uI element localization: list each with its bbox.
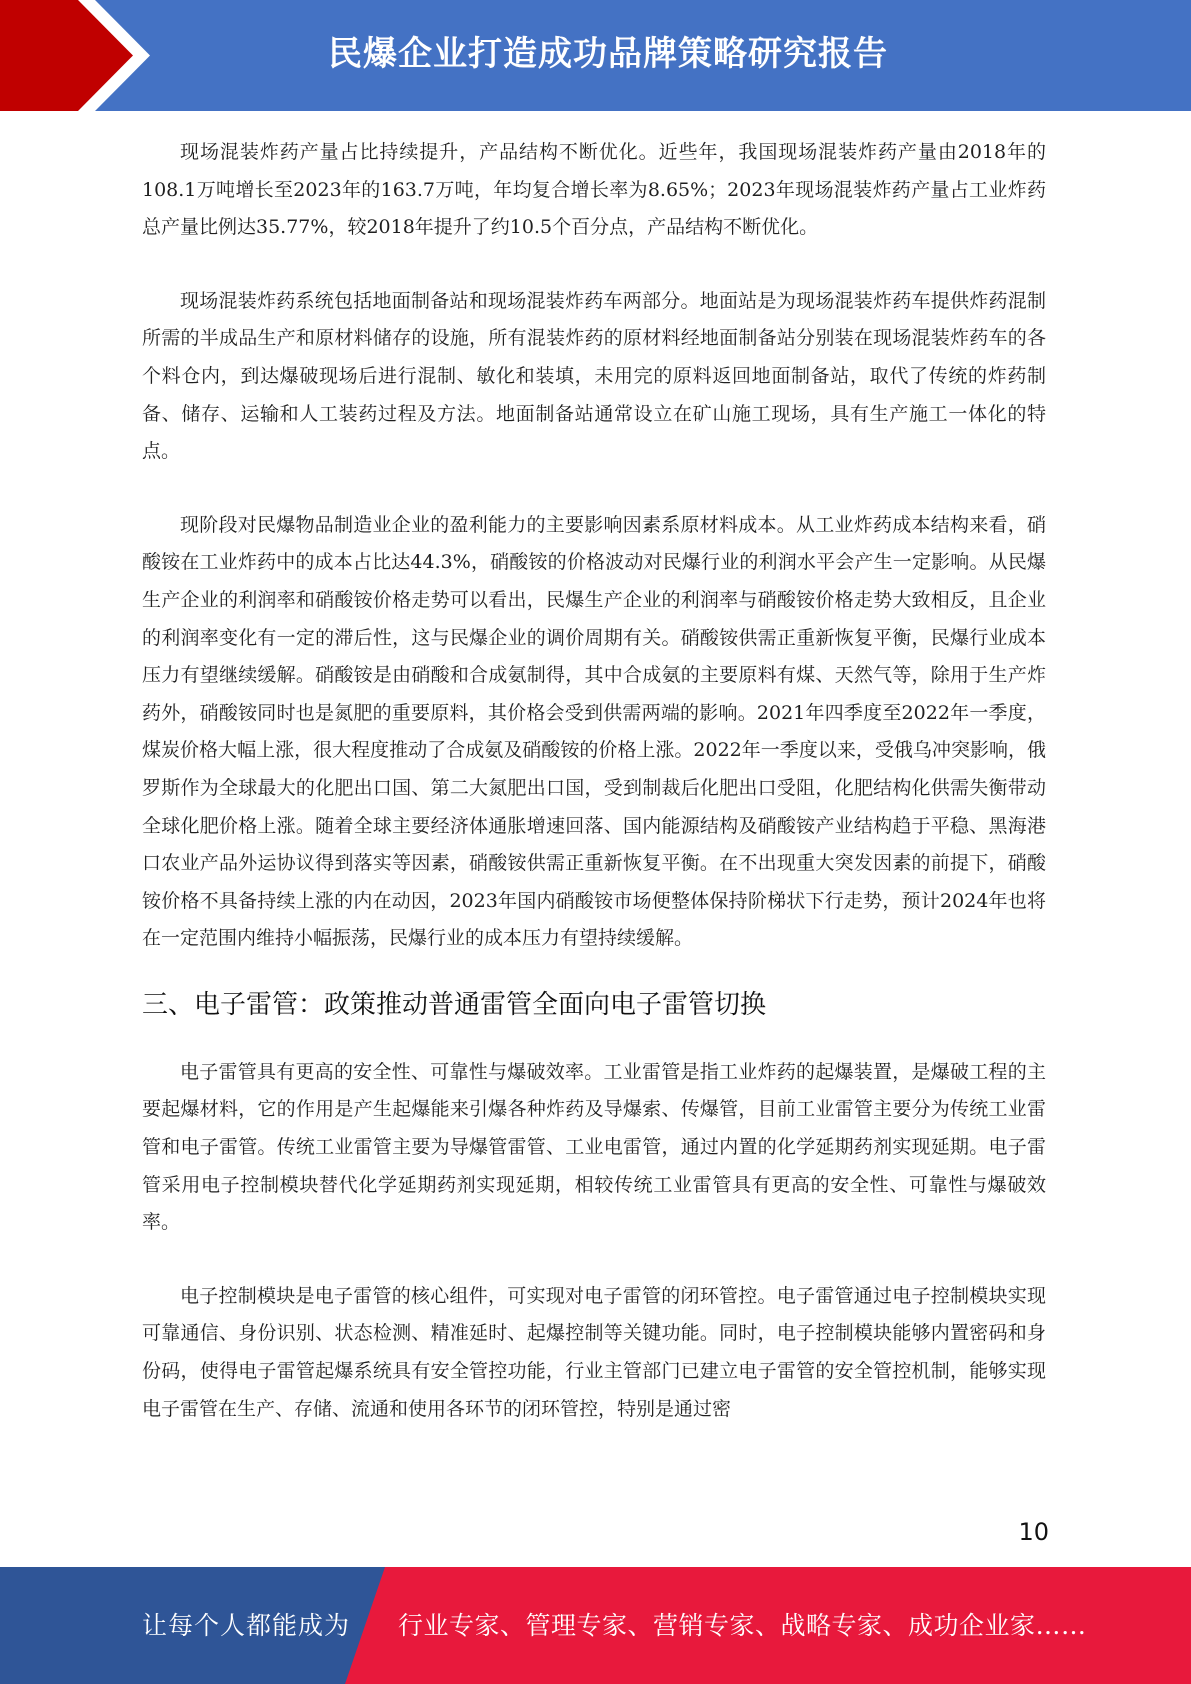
header-banner — [0, 0, 1191, 111]
paragraph: 现场混装炸药产量占比持续提升，产品结构不断优化。近些年，我国现场混装炸药产量由2018年的108.1万吨增长至2023年的163.7万吨，年均复合增长率为8.65%；2023年现场混装炸药产量占工业炸药总产量比例达35.77%，较2018年提升了约10.5个百分点，产品结构不断优化。 — [142, 141, 1046, 239]
report-title: 民爆企业打造成功品牌策略研究报告 — [328, 34, 888, 74]
paragraph: 电子雷管具有更高的安全性、可靠性与爆破效率。工业雷管是指工业炸药的起爆装置，是爆破工程的主要起爆材料，它的作用是产生起爆能来引爆各种炸药及导爆索、传爆管，目前工业雷管主要分为传统工业雷管和电子雷管。传统工业雷管主要为导爆管雷管、工业电雷管，通过内置的化学延期药剂实现延期。电子雷管采用电子控制模块替代化学延期药剂实现延期，相较传统工业雷管具有更高的安全性、可靠性与爆破效率。 — [142, 1060, 1046, 1234]
paragraph: 电子控制模块是电子雷管的核心组件，可实现对电子雷管的闭环管控。电子雷管通过电子控制模块实现可靠通信、身份识别、状态检测、精准延时、起爆控制等关键功能。同时，电子控制模块能够内置密码和身份码，使得电子雷管起爆系统具有安全管控功能，行业主管部门已建立电子雷管的安全管控机制，能够实现电子雷管在生产、存储、流通和使用各环节的闭环管控，特别是通过密 — [142, 1284, 1046, 1420]
paragraph: 现场混装炸药系统包括地面制备站和现场混装炸药车两部分。地面站是为现场混装炸药车提供炸药混制所需的半成品生产和原材料储存的设施，所有混装炸药的原材料经地面制备站分别装在现场混装炸药车的各个料仓内，到达爆破现场后进行混制、敏化和装填，未用完的原料返回地面制备站，取代了传统的炸药制备、储存、运输和人工装药过程及方法。地面制备站通常设立在矿山施工现场，具有生产施工一体化的特点。 — [142, 289, 1046, 463]
paragraph: 现阶段对民爆物品制造业企业的盈利能力的主要影响因素系原材料成本。从工业炸药成本结构来看，硝酸铵在工业炸药中的成本占比达44.3%，硝酸铵的价格波动对民爆行业的利润水平会产生一定影响。从民爆生产企业的利润率和硝酸铵价格走势可以看出，民爆生产企业的利润率与硝酸铵价格走势大致相反，且企业的利润率变化有一定的滞后性，这与民爆企业的调价周期有关。硝酸铵供需正重新恢复平衡，民爆行业成本压力有望继续缓解。硝酸铵是由硝酸和合成氨制得，其中合成氨的主要原料有煤、天然气等，除用于生产炸药外，硝酸铵同时也是氮肥的重要原料，其价格会受到供需两端的影响。2021年四季度至2022年一季度，煤炭价格大幅上涨，很大程度推动了合成氨及硝酸铵的价格上涨。2022年一季度以来，受俄乌冲突影响，俄罗斯作为全球最大的化肥出口国、第二大氮肥出口国，受到制裁后化肥出口受阻，化肥结构化供需失衡带动全球化肥价格上涨。随着全球主要经济体通胀增速回落、国内能源结构及硝酸铵产业结构趋于平稳、黑海港口农业产品外运协议得到落实等因素，硝酸铵供需正重新恢复平衡。在不出现重大突发因素的前提下，硝酸铵价格不具备持续上涨的内在动因，2023年国内硝酸铵市场便整体保持阶梯状下行走势，预计2024年也将在一定范围内维持小幅振荡，民爆行业的成本压力有望持续缓解。 — [142, 513, 1046, 950]
page-number: 10 — [1018, 1518, 1049, 1546]
footer-slogan-right: 行业专家、管理专家、营销专家、战略专家、成功企业家…… — [398, 1611, 1087, 1640]
footer-slogan-left: 让每个人都能成为 — [142, 1611, 351, 1640]
document-body — [142, 134, 1046, 1428]
footer-banner — [0, 1567, 1191, 1684]
section-heading: 三、电子雷管：政策推动普通雷管全面向电子雷管切换 — [142, 989, 767, 1020]
